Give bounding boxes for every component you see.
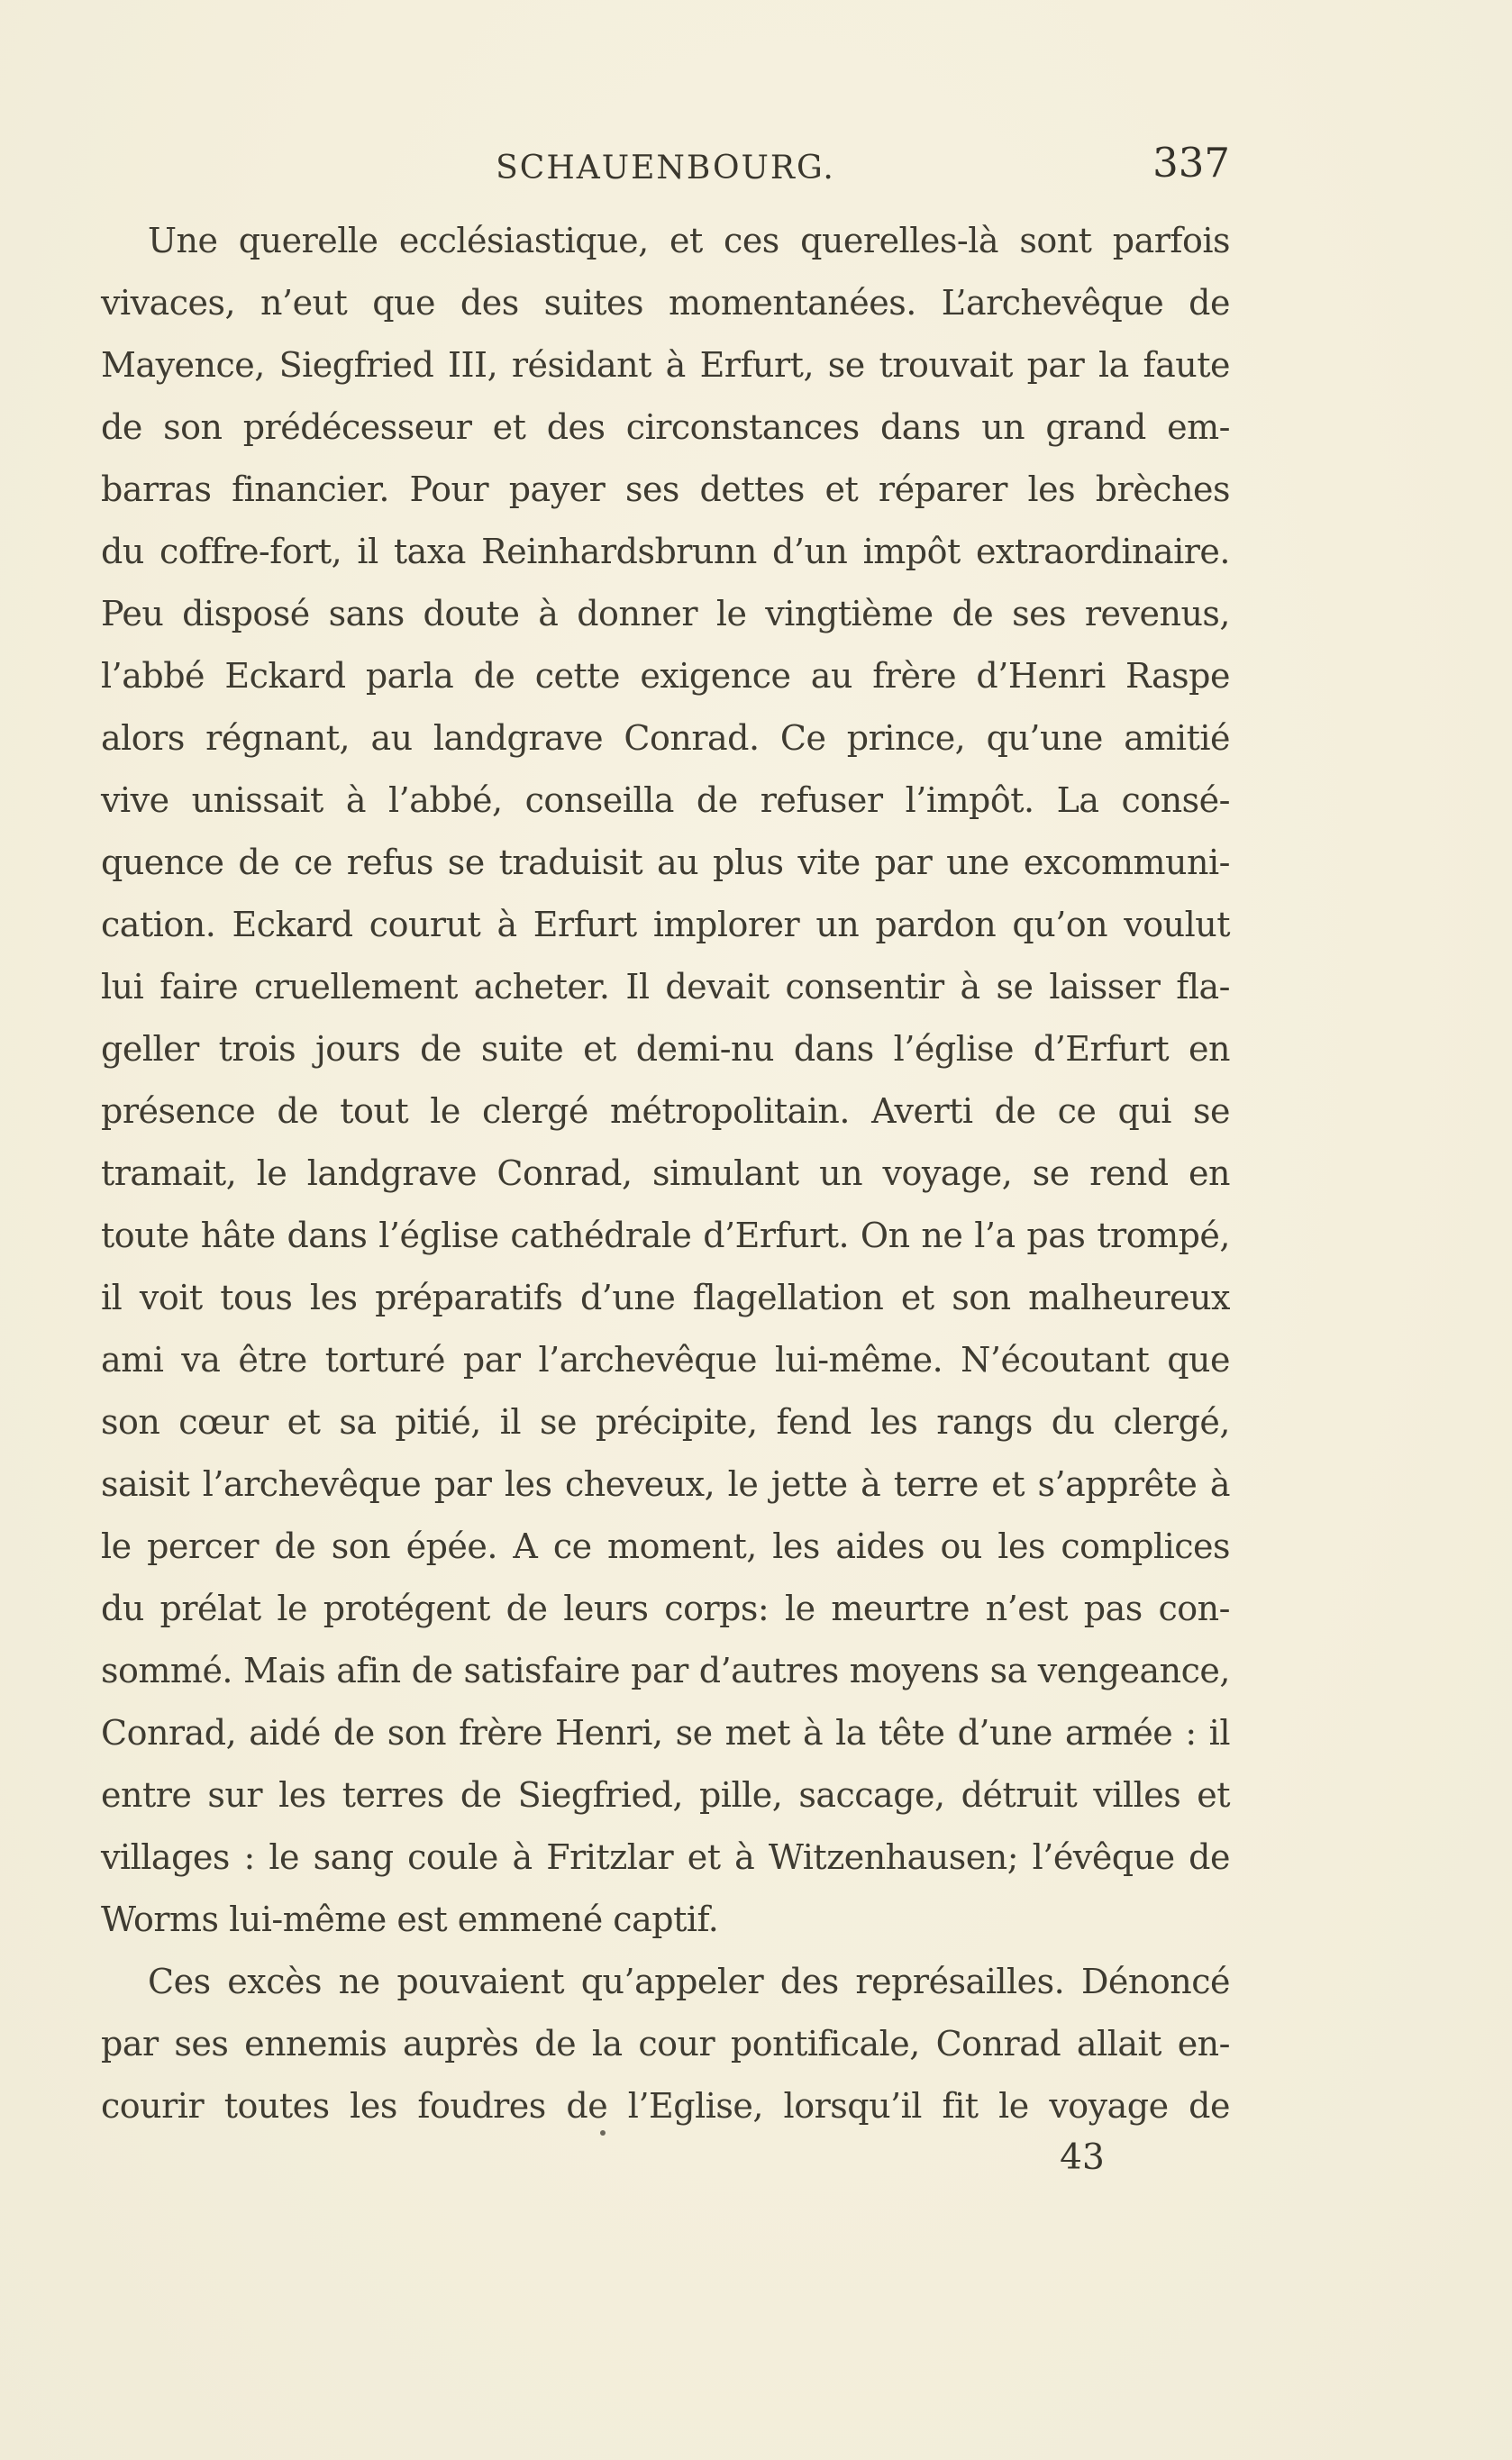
text-line: courir toutes les foudres de l’Eglise, lorsqu’il fit le voyage de [101, 2086, 1230, 2126]
text-line: vivaces, n’eut que des suites momentanées. L’archevêque de [101, 283, 1230, 323]
text-line: présence de tout le clergé métropolitain. Averti de ce qui se [101, 1091, 1230, 1131]
text-line: villages : le sang coule à Fritzlar et à Witzenhausen; l’évêque de [101, 1837, 1230, 1877]
text-line: barras financier. Pour payer ses dettes et réparer les brèches [101, 469, 1230, 509]
text-line: cation. Eckard courut à Erfurt implorer un pardon qu’on voulut [101, 905, 1230, 944]
text-line: de son prédécesseur et des circonstances dans un grand em- [101, 407, 1230, 447]
text-line: Une querelle ecclésiastique, et ces querelles-là sont parfois [148, 221, 1230, 260]
text-line: saisit l’archevêque par les cheveux, le jette à terre et s’apprête à [101, 1464, 1230, 1504]
text-line: ami va être torturé par l’archevêque lui-même. N’écoutant que [101, 1340, 1230, 1380]
text-line: Mayence, Siegfried III, résidant à Erfurt, se trouvait par la faute [101, 345, 1230, 385]
page-number: 337 [1152, 139, 1230, 187]
text-line: il voit tous les préparatifs d’une flagellation et son malheureux [101, 1278, 1230, 1317]
signature-mark: 43 [1060, 2137, 1105, 2178]
text-line: lui faire cruellement acheter. Il devait consentir à se laisser fla- [101, 967, 1230, 1007]
page-header [101, 139, 1230, 196]
text-line: l’abbé Eckard parla de cette exigence au frère d’Henri Raspe [101, 656, 1230, 696]
text-line: toute hâte dans l’église cathédrale d’Erfurt. On ne l’a pas trompé, [101, 1216, 1230, 1255]
text-line: Peu disposé sans doute à donner le vingtième de ses revenus, [101, 594, 1230, 633]
text-line: son cœur et sa pitié, il se précipite, fend les rangs du clergé, [101, 1402, 1230, 1442]
text-line: Worms lui-même est emmené captif. [101, 1900, 719, 1939]
text-line: vive unissait à l’abbé, conseilla de refuser l’impôt. La consé- [101, 780, 1230, 820]
ink-spot [600, 2130, 606, 2136]
text-line: du prélat le protégent de leurs corps: le meurtre n’est pas con- [101, 1589, 1230, 1628]
running-header: SCHAUENBOURG. [496, 150, 835, 187]
text-line: par ses ennemis auprès de la cour pontificale, Conrad allait en- [101, 2024, 1230, 2064]
body-text [101, 210, 1230, 2137]
text-line: du coffre-fort, il taxa Reinhardsbrunn d’un impôt extraordinaire. [101, 532, 1230, 571]
text-line: entre sur les terres de Siegfried, pille, saccage, détruit villes et [101, 1775, 1230, 1815]
text-line: alors régnant, au landgrave Conrad. Ce prince, qu’une amitié [101, 718, 1230, 758]
text-line: sommé. Mais afin de satisfaire par d’autres moyens sa vengeance, [101, 1651, 1230, 1690]
text-line: Conrad, aidé de son frère Henri, se met à la tête d’une armée : il [101, 1713, 1230, 1753]
text-line: Ces excès ne pouvaient qu’appeler des représailles. Dénoncé [148, 1962, 1230, 2001]
text-line: tramait, le landgrave Conrad, simulant un voyage, se rend en [101, 1153, 1230, 1193]
text-line: quence de ce refus se traduisit au plus vite par une excommuni- [101, 843, 1230, 882]
text-line: geller trois jours de suite et demi-nu dans l’église d’Erfurt en [101, 1029, 1230, 1069]
text-line: le percer de son épée. A ce moment, les aides ou les complices [101, 1526, 1230, 1566]
